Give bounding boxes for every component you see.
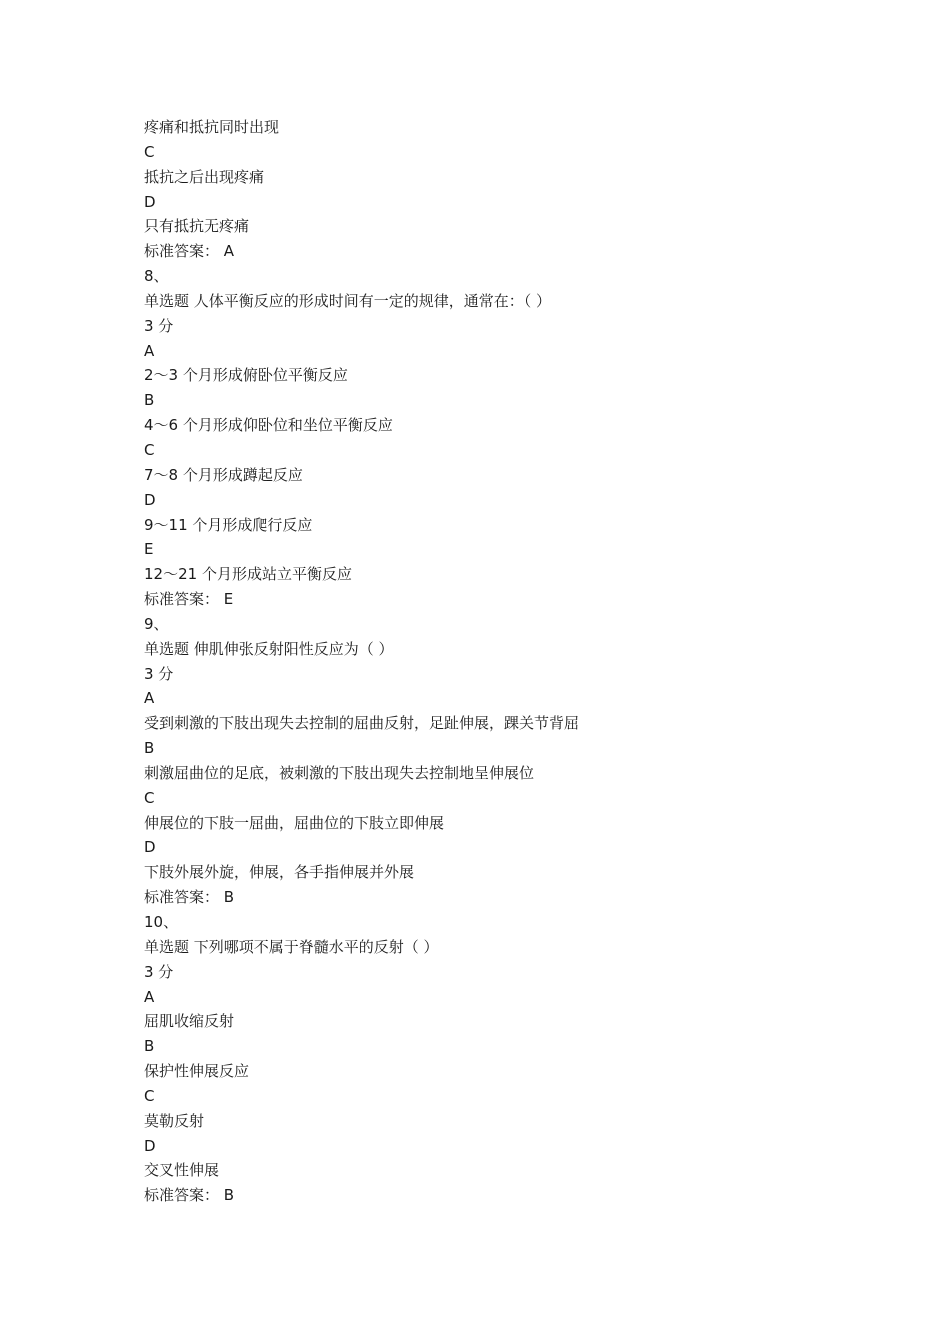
text-line: 3 分 [144,962,174,981]
text-line: 标准答案： B [144,1186,235,1205]
text-line: 10、 [144,913,179,931]
text-line: 标准答案： B [144,888,235,907]
text-line: 12～21 个月形成站立平衡反应 [144,565,352,584]
text-line: 4～6 个月形成仰卧位和坐位平衡反应 [144,416,393,435]
text-line: B [144,1037,155,1056]
text-line: D [144,490,156,509]
text-line: C [144,142,155,161]
text-line: 抵抗之后出现疼痛 [144,167,265,186]
text-line: 只有抵抗无疼痛 [144,217,250,236]
text-line: 3 分 [144,664,174,683]
text-line: A [144,341,155,360]
text-line: 单选题 下列哪项不属于脊髓水平的反射（ ） [144,937,439,956]
text-line: 刺激屈曲位的足底，被刺激的下肢出现失去控制地呈伸展位 [144,763,535,782]
text-line: D [144,192,156,211]
text-line: A [144,987,155,1006]
text-line: 保护性伸展反应 [144,1062,250,1081]
text-line: 下肢外展外旋，伸展，各手指伸展并外展 [144,863,415,882]
text-line: 标准答案： E [144,590,234,609]
text-line: 交叉性伸展 [144,1161,220,1180]
text-line: 伸展位的下肢一屈曲，屈曲位的下肢立即伸展 [144,813,445,832]
text-line: 2～3 个月形成俯卧位平衡反应 [144,366,348,385]
text-line: B [144,739,155,758]
text-line: 标准答案： A [144,242,235,261]
text-line: A [144,689,155,708]
text-line: 受到刺激的下肢出现失去控制的屈曲反射，足趾伸展，踝关节背屈 [144,714,580,733]
text-line: 7～8 个月形成蹲起反应 [144,465,303,484]
text-line: 9、 [144,614,169,633]
text-line: C [144,788,155,807]
text-line: 莫勒反射 [144,1111,205,1130]
text-line: 8、 [144,267,169,286]
text-line: 3 分 [144,316,174,335]
text-line: E [144,540,154,559]
text-line: 疼痛和抵抗同时出现 [144,118,280,136]
text-line: C [144,1086,155,1105]
document-page [144,115,904,1208]
text-line: D [144,838,156,857]
text-line: D [144,1136,156,1155]
text-line: B [144,391,155,410]
text-line: 屈肌收缩反射 [144,1012,235,1031]
text-line: 单选题 人体平衡反应的形成时间有一定的规律，通常在：（ ） [144,291,552,310]
text-line: 9～11 个月形成爬行反应 [144,515,313,534]
text-line: C [144,440,155,459]
text-line: 单选题 伸肌伸张反射阳性反应为（ ） [144,639,394,658]
